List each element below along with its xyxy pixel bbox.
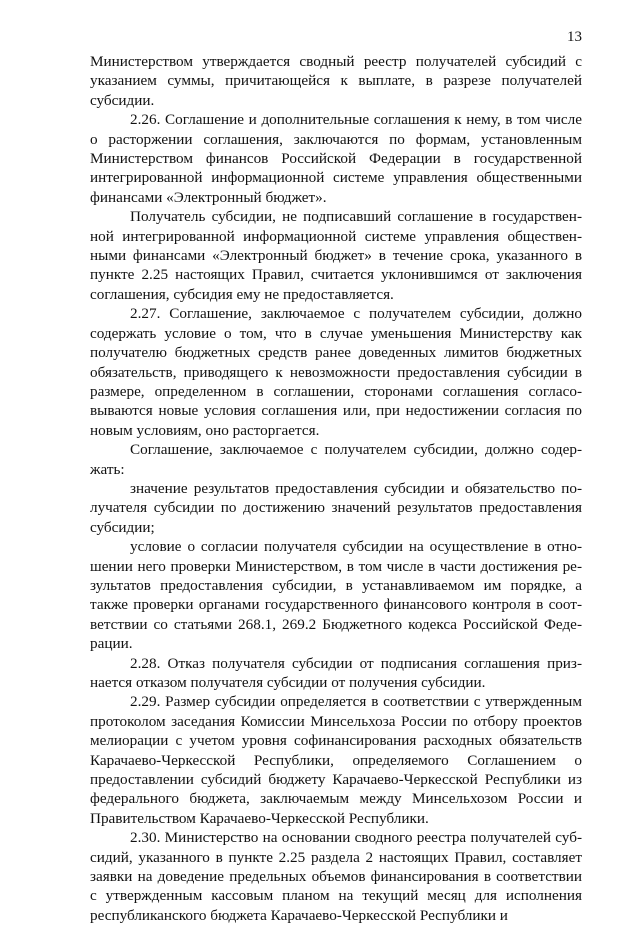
paragraph: 2.28. Отказ получателя субсидии от подписания соглашения признается отказом получателя субсидии от получения субсидии.	[90, 654, 582, 691]
paragraph: 2.29. Размер субсидии определяется в соответствии с утвержденным протоколом заседания Комиссии Минсельхоза России по отбору проектов мелиорации с учетом уровня софинансирования расходных обязательств Карачаево-Черкесской Республики, определяемого Соглашением о предоставлении субсидий бюджету Карачаево-Черкесской Республики из федерального бюджета, заключаемым между Минсельхозом России и Правительством Карачаево-Черкесской Республики.	[90, 693, 582, 827]
paragraph: 2.30. Министерство на основании сводного реестра получателей субсидий, указанного в пункте 2.25 раздела 2 настоящих Правил, составляет заявки на доведение предельных объемов финансирования в соответствии с утвержденным кассовым планом на текущий месяц для исполнения республиканского бюджета Карачаево-Черкесской Республики и	[90, 829, 582, 924]
paragraph: значение результатов предоставления субсидии и обязательство получателя субсидии по достижению значений результатов предоставления субсидии;	[90, 479, 582, 536]
paragraph: Получатель субсидии, не подписавший соглашение в государственной интегрированной информационной системе управления общественными финансами «Электронный бюджет» в течение срока, указанного в пункте 2.25 настоящих Правил, считается уклонившимся от заключения соглашения, субсидия ему не предоставляется.	[90, 208, 582, 303]
paragraph: условие о согласии получателя субсидии на осуществление в отношении него проверки Министерством, в том числе в части достижения результатов предоставления субсидии, в устанавливаемом им порядке, а также проверки органами государственного финансового контроля в соответствии со статьями 268.1, 269.2 Бюджетного кодекса Российской Федерации.	[90, 538, 582, 653]
document-body	[90, 52, 582, 925]
page-number: 13	[567, 29, 582, 45]
paragraph: Соглашение, заключаемое с получателем субсидии, должно содержать:	[90, 441, 582, 478]
paragraph: Министерством утверждается сводный реестр получателей субсидий с указанием суммы, причитающейся к выплате, в разрезе получателей субсидии.	[90, 53, 582, 109]
paragraph: 2.27. Соглашение, заключаемое с получателем субсидии, должно содержать условие о том, что в случае уменьшения Министерству как получателю бюджетных средств ранее доведенных лимитов бюджетных обязательств, приводящего к невозможности предоставления субсидии в размере, определенном в соглашении, сторонами соглашения согласовываются новые условия соглашения или, при недостижении согласия по новым условиям, оно расторгается.	[90, 305, 582, 439]
paragraph: 2.26. Соглашение и дополнительные соглашения к нему, в том числе о расторжении соглашения, заключаются по формам, установленным Министерством финансов Российской Федерации в государственной интегрированной информационной системе управления общественными финансами «Электронный бюджет».	[90, 111, 582, 206]
